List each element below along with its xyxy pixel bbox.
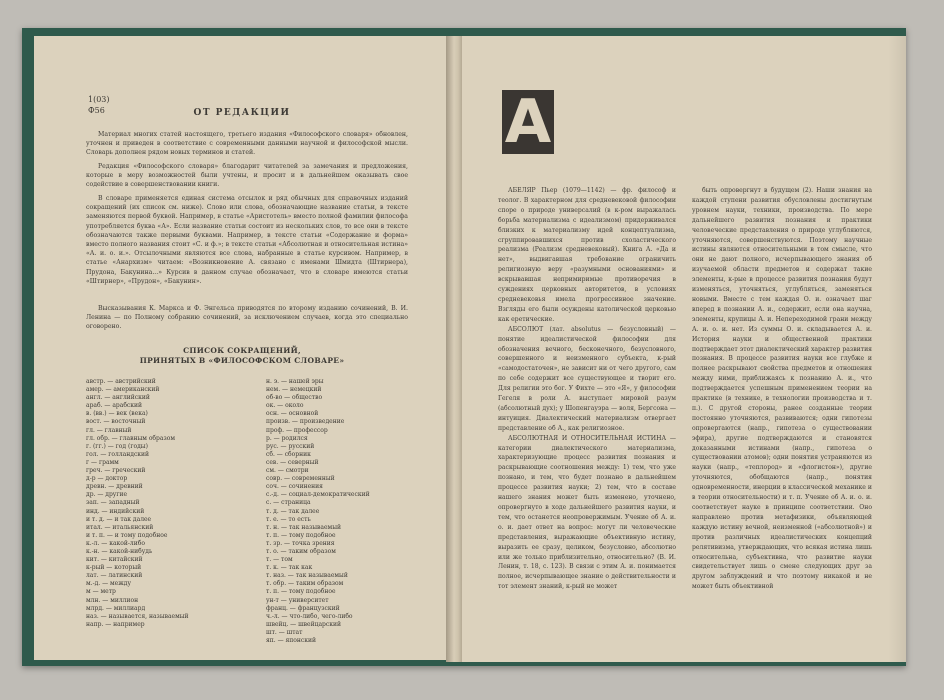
abbreviation-entry: т. обр. — таким образом <box>266 580 344 588</box>
abbreviation-entry: м.-д. — между <box>86 580 131 588</box>
abbreviation-entry: инд. — индийский <box>86 507 145 515</box>
abbreviation-entry: проф. — профессор <box>266 426 328 434</box>
editorial-paragraph-4: Высказывания К. Маркса и Ф. Энгельса приводятся по второму изданию сочинений, В. И. Ленина — по Полному собранию сочинений, за исключением случаев, когда это специально оговорено. <box>86 305 408 331</box>
abbreviation-entry: ч.-л. — что-либо, чего-либо <box>266 612 353 620</box>
abbreviation-entry: кит. — китайский <box>86 556 143 564</box>
abbreviation-entry: осн. — основной <box>266 410 319 418</box>
dictionary-entry-text: АБСОЛЮТ (лат. absolutus — безусловный) — понятие идеалистической философии для обозначения вечного, бесконечного, безусловного, совершенного и неизменного субъекта, к-рый «самодостаточен», не зависит ни от чего другого, сам по себе содержит все существующее и творит его. Для религии это бог. У Фихте — это «Я», у философии Гегеля в роли А. выступает мировой разум (абсолютный дух); у Шопенгауэра — воля, Бергсона — интуиция. Диалектический материализм отвергает представление об А., как религиозное. <box>498 325 676 432</box>
abbreviation-entry: см. — смотри <box>266 467 309 475</box>
abbreviation-entry: т. к. — так как <box>266 564 313 572</box>
abbreviation-entry: сев. — северный <box>266 458 319 466</box>
abbreviation-entry: г — грамм <box>86 458 119 466</box>
abbreviation-entry: совр. — современный <box>266 475 335 483</box>
abbreviation-entry: древн. — древний <box>86 483 143 491</box>
abbreviation-entry: т. е. — то есть <box>266 515 311 523</box>
editorial-paragraph-2: Редакция «Философского словаря» благодарит читателей за замечания и предложения, которые в меру возможностей были учтены, и просит и в дальнейшем оказывать свое содействие в совершенствовании книги. <box>86 163 408 189</box>
abbreviation-entry: к.-н. — какой-нибудь <box>86 547 153 555</box>
abbreviation-entry: г. (гг.) — год (годы) <box>86 442 148 450</box>
abbreviation-entry: англ. — английский <box>86 394 150 402</box>
abbreviation-entry: ун-т — университет <box>266 596 329 604</box>
abbreviation-entry: ок. — около <box>266 402 304 410</box>
abbreviation-entry: произв. — произведение <box>266 418 345 426</box>
editorial-heading: ОТ РЕДАКЦИИ <box>193 108 291 118</box>
abbreviations-column-1 <box>86 378 246 629</box>
dictionary-entry-text: АБСОЛЮТНАЯ И ОТНОСИТЕЛЬНАЯ ИСТИНА — категории диалектического материализма, характеризующие процесс развития познания и раскрывающие соотношения между: 1) тем, что уже познано, и тем, что будет познано в дальнейшем процессе развития науки; 2) тем, что в составе нашего знания может быть изменено, уточнено, опровергнуто в ходе дальнейшего развития науки, и тем, что останется неопровержимым. Учение об А. и. о. и. дает ответ на вопрос: могут ли человеческие представления, выражающие объективную истину, выразить ее сразу, целиком, безусловно, абсолютно или же только приблизительно, относительно? (В. И. Ленин, т. 18, с. 123). В связи с этим А. и. понимается полное, исчерпывающее знание о действительности и тот элемент знаний, к-рый не может <box>498 434 676 591</box>
abbreviation-entry: т. наз. — так называемый <box>266 572 348 580</box>
page-edge-shadow <box>888 36 906 662</box>
abbreviation-entry: с.-д. — социал-демократический <box>266 491 370 499</box>
abbreviations-title: СПИСОК СОКРАЩЕНИЙ, <box>183 346 301 355</box>
abbreviation-entry: и т. п. — и тому подобное <box>86 531 168 539</box>
dictionary-column-2 <box>692 186 872 592</box>
abbreviation-entry: франц. — французский <box>266 604 340 612</box>
editorial-paragraph-1: Материал многих статей настоящего, третьего издания «Философского словаря» обновлен, уточнен и приведен в соответствие с современными данными научной и философской мысли. Словарь дополнен рядом новых терминов и статей. <box>86 131 408 157</box>
abbreviation-entry: млрд. — миллиард <box>86 604 146 612</box>
abbreviation-entry: т. н. — так называемый <box>266 523 341 531</box>
abbreviation-entry: р. — родился <box>266 434 308 442</box>
abbreviation-entry: к.-л. — какой-либо <box>86 539 145 547</box>
abbreviation-entry: с. — страница <box>266 499 311 507</box>
abbreviation-entry: напр. — например <box>86 620 145 628</box>
abbreviation-entry: т. — том <box>266 556 293 564</box>
abbreviation-entry: гол. — голландский <box>86 450 150 458</box>
abbreviation-entry: яп. — японский <box>266 637 317 644</box>
abbreviation-entry: т. д. — так далее <box>266 507 320 515</box>
abbreviation-entry: сб. — сборник <box>266 450 311 458</box>
dictionary-column-1 <box>498 186 676 592</box>
abbreviation-entry: т. п. — тому подобное <box>266 588 336 596</box>
abbreviation-entry: т. зр. — точка зрения <box>266 539 335 547</box>
abbreviation-entry: и т. д. — и так далее <box>86 515 152 523</box>
abbreviation-entry: м — метр <box>86 588 116 596</box>
abbreviation-entry: т. о. — таким образом <box>266 547 336 555</box>
abbreviation-entry: гл. — главный <box>86 426 132 434</box>
abbreviation-entry: лат. — латинский <box>86 572 143 580</box>
right-page <box>462 36 906 662</box>
abbreviations-subtitle: ПРИНЯТЫХ В «ФИЛОСОФСКОМ СЛОВАРЕ» <box>139 356 345 365</box>
abbreviation-entry: н. э. — нашей эры <box>266 378 324 385</box>
abbreviation-entry: др. — другие <box>86 491 128 499</box>
abbreviation-entry: араб. — арабский <box>86 402 143 410</box>
abbreviation-entry: швейц. — швейцарский <box>266 620 341 628</box>
abbreviation-entry: нем. — немецкий <box>266 386 322 394</box>
abbreviation-entry: об-во — общество <box>266 394 323 402</box>
abbreviation-entry: амер. — американский <box>86 386 160 394</box>
classification-code: 1(03) Ф56 <box>88 95 110 115</box>
abbreviation-entry: шт. — штат <box>266 628 303 636</box>
editorial-paragraph-3: В словаре применяется единая система отсылок и ряд обычных для справочных изданий сокращений (их список см. ниже). Слово или слова, обозначающие название статьи, в тексте заменяются первой буквой. Например, в статье «Аристотель» вместо полной фамилии философа употребляется буква «А». Если название статьи состоит из нескольких слов, то все они в тексте обозначаются также первыми буквами. Например, в тексте статьи «Содержание и форма» вместо полного названия стоит «С. и ф.»; в тексте статьи «Абсолютная и относительная истина» «А. и. о. и.». Отсылочными являются все слова, набранные в статье курсивом. Например, в статье «Анархизм» читаем: «Возникновение А. связано с именами Шмидта (Штирнера), Прудона, Бакунина...» Курсив в данном случае обозначает, что в словаре имеются статьи «Штирнер», «Прудон», «Бакунин». <box>86 195 408 285</box>
abbreviation-entry: соч. — сочинения <box>266 483 323 491</box>
abbreviation-entry: млн. — миллион <box>86 596 139 604</box>
abbreviation-entry: вост. — восточный <box>86 418 146 426</box>
abbreviation-entry: в. (вв.) — век (века) <box>86 410 148 418</box>
section-initial-letter: А <box>502 90 554 154</box>
left-page <box>34 36 450 660</box>
abbreviation-entry: т. п. — тому подобное <box>266 531 336 539</box>
abbreviation-entry: австр. — австрийский <box>86 378 156 385</box>
abbreviation-entry: зап. — западный <box>86 499 140 507</box>
abbreviation-entry: к-рый — который <box>86 564 142 572</box>
abbreviations-column-2 <box>266 378 426 645</box>
abbreviation-entry: рус. — русский <box>266 442 315 450</box>
abbreviation-entry: наз. — называется, называемый <box>86 612 189 620</box>
dictionary-entry-text: быть опровергнут в будущем (2). Наши знания на каждой ступени развития обусловлены достигнутым уровнем науки, техники, производства. По мере дальнейшего развития познания и практики человеческие представления о природе углубляются, уточняются, совершенствуются. Поэтому научные истины являются относительными в том смысле, что они не дают полного, исчерпывающего знания об изучаемой области предметов и содержат такие элементы, к-рые в процессе развития познания будут изменяться, уточняться, углубляться, заменяться новыми. Вместе с тем каждая О. и. означает шаг вперед в познании А. и., содержит, если она научна, элементы, крупицы А. и. Непереходимой грани между А. и. о. и. нет. Из суммы О. и. складывается А. и. История науки и общественной практики подтверждает этот диалектический характер развития познания. В процессе развития науки все глубже и полнее раскрывают свойства предметов и отношения между ними, приближаясь к познанию А. и., что подтверждается успешным применением теории на практике (в технике, в технологии производства и т. п.). С другой стороны, ранее созданные теории постоянно уточняются, развиваются; одни гипотезы опровергаются (напр., гипотеза о существовании эфира), другие подтверждаются и становятся доказанными истинами (напр., гипотеза о существовании атомов); одни понятия устраняются из науки (напр., «теплород» и «флогистон»), другие уточняются, обобщаются (напр., понятия одновременности, инерции в классической механике и в теории относительности) и т. п. Учение об А. и. о. и. соответствует науке в принципе соответствии. Оно направлено против метафизики, объявляющей каждую истину вечной, неизменной («абсолютной») и против различных идеалистических концепций релятивизма, утверждающих, что всякая истина лишь относительна, субъективна, что развитие науки свидетельствует лишь о смене следующих друг за другом заблуждений и что поэтому никакой и не может быть объективной <box>692 187 872 591</box>
abbreviation-entry: д-р — доктор <box>86 475 128 483</box>
abbreviation-entry: итал. — итальянский <box>86 523 154 531</box>
abbreviation-entry: греч. — греческий <box>86 467 146 475</box>
dictionary-entry-text: АБЕЛЯР Пьер (1079—1142) — фр. философ и теолог. В характерном для средневековой философии споре о природе универсалий (в к-ром выражалась борьба материализма с идеализмом) придерживался близких к материализму идей концептуализма, сгруппировавшихся против схоластического реализма (Реализм средневековый). Книга А. «Да и нет», выдвигавшая требование ограничить религиозную веру «разумными основаниями» и вскрывавшая непримиримые противоречия в суждениях церковных авторитетов, в условиях средневековья имела прогрессивное значение. Взгляды его были осуждены католической церковью как еретические. <box>498 187 676 323</box>
abbreviation-entry: гл. обр. — главным образом <box>86 434 176 442</box>
